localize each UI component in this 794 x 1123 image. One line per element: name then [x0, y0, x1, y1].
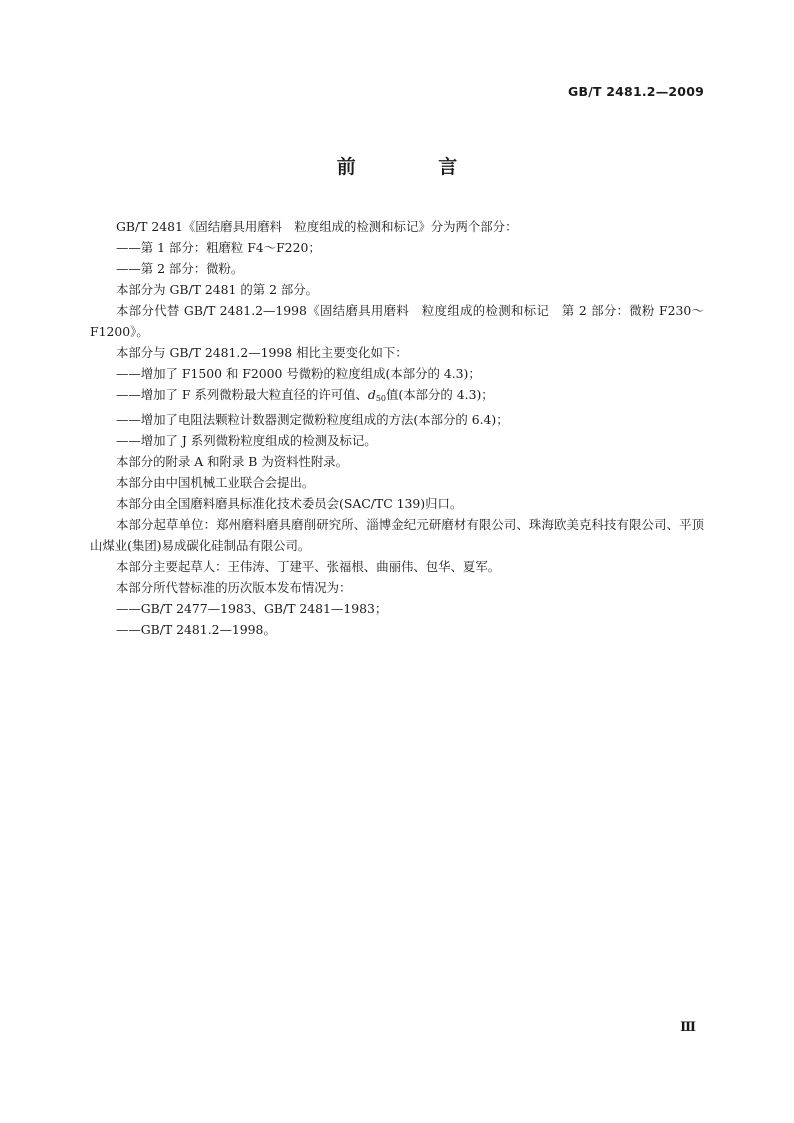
- paragraph: 本部分与 GB/T 2481.2—1998 相比主要变化如下：: [116, 345, 408, 360]
- paragraph: 本部分由全国磨料磨具标准化技术委员会(SAC/TC 139)归口。: [116, 496, 463, 511]
- paragraph: 本部分的附录 A 和附录 B 为资料性附录。: [116, 454, 349, 469]
- list-item: ——GB/T 2477—1983、GB/T 2481—1983；: [116, 601, 388, 616]
- list-item: ——第 2 部分：微粉。: [116, 261, 244, 276]
- list-item: ——增加了 J 系列微粉粒度组成的检测及标记。: [116, 433, 377, 448]
- paragraph: 本部分起草单位：郑州磨料磨具磨削研究所、淄博金纪元研磨材有限公司、珠海欧美克科技有限公司、平顶山煤业(集团)易成碳化硅制品有限公司。: [90, 517, 704, 553]
- paragraph: 本部分所代替标准的历次版本发布情况为：: [116, 580, 352, 595]
- foreword-body: [90, 216, 704, 640]
- page-number: Ⅲ: [680, 1020, 696, 1035]
- d50-symbol: d: [367, 387, 376, 402]
- standard-code: GB/T 2481.2—2009: [568, 84, 704, 99]
- paragraph: 本部分代替 GB/T 2481.2—1998《固结磨具用磨料 粒度组成的检测和标记 第 2 部分：微粉 F230～F1200》。: [90, 303, 704, 339]
- paragraph: 本部分主要起草人：王伟涛、丁建平、张福根、曲丽伟、包华、夏军。: [116, 559, 501, 574]
- list-item: ——增加了电阻法颗粒计数器测定微粉粒度组成的方法(本部分的 6.4)；: [116, 412, 509, 427]
- paragraph: 本部分为 GB/T 2481 的第 2 部分。: [116, 282, 319, 297]
- list-item: ——增加了 F1500 和 F2000 号微粉的粒度组成(本部分的 4.3)；: [116, 366, 481, 381]
- d50-suffix: 值(本部分的 4.3)；: [386, 387, 494, 402]
- d50-subscript: 50: [375, 394, 387, 403]
- d50-prefix: ——增加了 F 系列微粉最大粒直径的许可值、: [116, 387, 368, 402]
- list-item-d50: [90, 384, 704, 409]
- paragraph: GB/T 2481《固结磨具用磨料 粒度组成的检测和标记》分为两个部分：: [116, 219, 518, 234]
- page-title: 前 言: [336, 156, 496, 178]
- paragraph: 本部分由中国机械工业联合会提出。: [116, 475, 315, 490]
- list-item: ——GB/T 2481.2—1998。: [116, 622, 276, 637]
- list-item: ——第 1 部分：粗磨粒 F4～F220；: [116, 240, 321, 255]
